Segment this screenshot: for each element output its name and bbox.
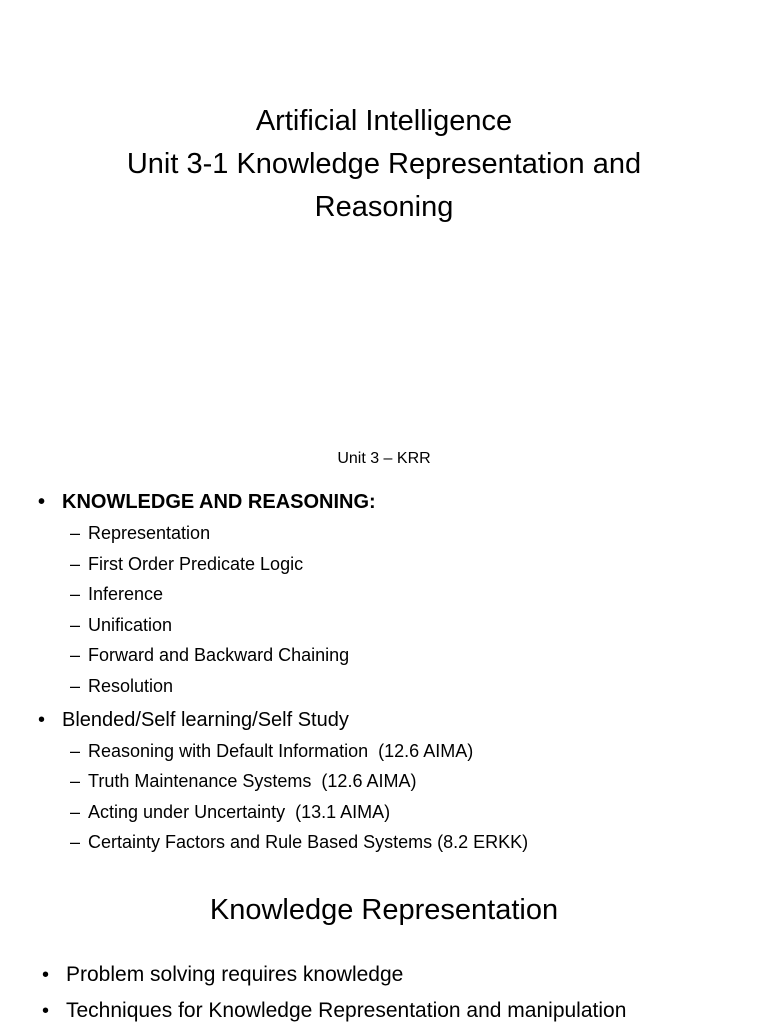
list-item-text: Forward and Backward Chaining [88,645,350,666]
list-item [70,610,758,641]
list-item-text: Acting under Uncertainty (13.1 AIMA) [88,801,391,822]
slide-footer: Unit 3 – KRR [337,450,431,467]
list-item-text: Truth Maintenance Systems (12.6 AIMA) [88,771,417,792]
kr-slide [42,956,762,1024]
list-item [70,827,758,858]
list-item [70,640,758,671]
list-item [70,797,758,828]
kr-bullet-text: Techniques for Knowledge Representation and manipulation [66,999,627,1022]
dash-icon: – [70,675,81,696]
kr-bullet [42,994,762,1024]
outline-section-1 [38,488,758,516]
dash-icon: – [70,584,81,605]
section-heading: Blended/Self learning/Self Study [62,708,349,731]
list-item [70,766,758,797]
list-item [70,736,758,767]
title-slide [0,100,768,229]
bullet-icon: • [42,964,50,986]
dash-icon: – [70,801,81,822]
list-item-text: Inference [88,584,164,605]
bullet-icon: • [38,491,46,513]
list-item [70,579,758,610]
dash-icon: – [70,553,81,574]
outline-section-2 [38,706,758,734]
section-1-items [70,518,758,702]
dash-icon: – [70,523,81,543]
list-item-text: Unification [88,614,173,635]
list-item-text: First Order Predicate Logic [88,553,304,574]
dash-icon: – [70,740,81,761]
title-line-2: Unit 3-1 Knowledge Representation and [126,148,642,180]
list-item-text: Resolution [88,675,174,696]
list-item-text: Representation [88,523,211,543]
title-line-1: Artificial Intelligence [255,105,513,137]
dash-icon: – [70,645,81,666]
outline-slide [38,488,758,858]
section-heading: KNOWLEDGE AND REASONING: [62,491,376,513]
bullet-icon: • [42,1000,50,1022]
kr-bullet-text: Problem solving requires knowledge [66,963,404,986]
section-2-items [70,736,758,858]
title-line-3: Reasoning [314,191,454,223]
dash-icon: – [70,614,81,635]
list-item-text: Reasoning with Default Information (12.6 AIMA) [88,740,474,761]
list-item [70,518,758,549]
list-item-text: Certainty Factors and Rule Based Systems (8.2 ERKK) [88,832,529,853]
bullet-icon: • [38,708,46,731]
kr-slide-title: Knowledge Representation [209,894,559,926]
dash-icon: – [70,771,81,792]
dash-icon: – [70,832,81,853]
list-item [70,549,758,580]
list-item [70,671,758,702]
kr-bullet [42,958,762,992]
